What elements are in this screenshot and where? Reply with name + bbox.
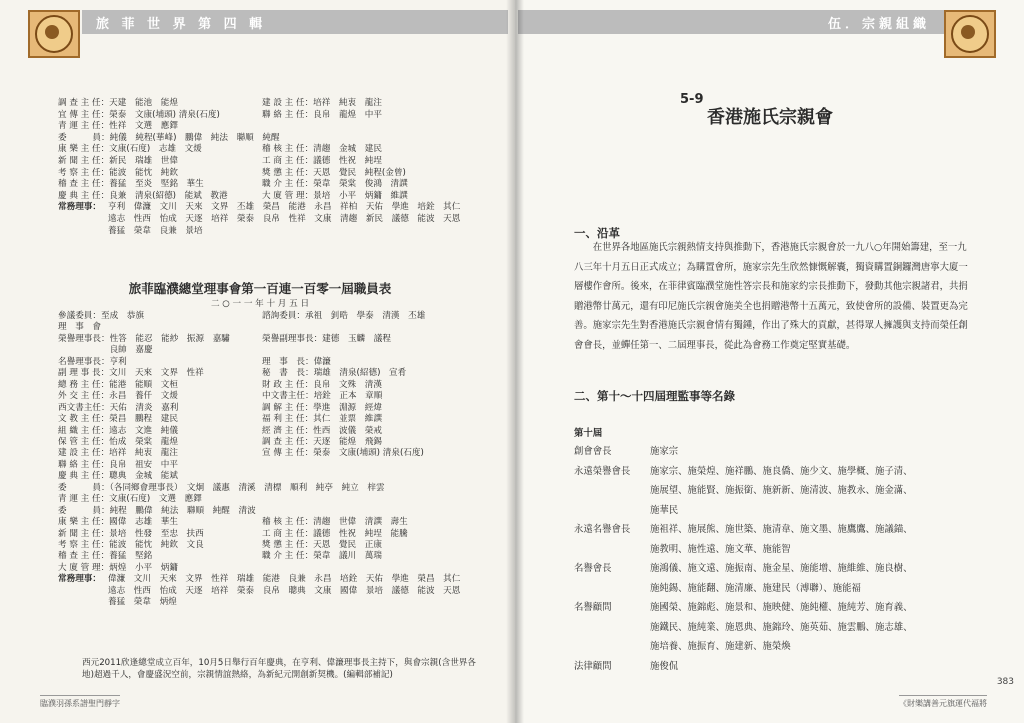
officer-line-right: 獎 懲 主 任：天恩 覺民 純程(金曾) [262, 167, 406, 178]
officer-line-right: 理 事 長：偉濂 [262, 356, 331, 367]
officer-line-left: 委 員：純儀 純程(華峰) 鵬偉 純法 聯順 純醒 [58, 132, 280, 143]
roster-role: 名譽會長 [574, 563, 612, 574]
officer-line-left: 組 織 主 任：遠志 文進 純儀 [58, 425, 178, 436]
officer-line-right: 調 查 主 任：天逐 能煌 飛錫 [262, 436, 382, 447]
officer-line-left: 參議委員：至成 恭旗 [58, 311, 144, 321]
roster-names: 施教明、施性遠、施文華、施能智 [650, 543, 791, 555]
page-number: 383 [996, 677, 1014, 687]
standing-committee-line: 養猛 榮韋 良兼 景培 [108, 225, 203, 236]
roster-names: 施國榮、施錦彪、施景和、施映健、施純權、施純芳、施育義、 [650, 602, 913, 613]
roster-row [574, 442, 678, 462]
officer-line-right: 調 解 主 任：學進 淵源 經煒 [262, 402, 382, 413]
officer-line-left: 宜 傳 主 任：榮泰 文康(埔頭) 清泉(石度) [58, 109, 220, 120]
table-date: 二 ○ 一 一 年 十 月 五 日 [210, 299, 310, 309]
officer-line-left: 新 聞 主 任：新民 瑞雄 世偉 [58, 156, 178, 166]
standing-committee-line: 遠志 性西 怡成 天逐 培祥 榮泰 良帛 聰典 文康 國偉 景培 議德 能波 天恩 [108, 585, 461, 596]
officer-line-right: 榮譽副理事長：建德 玉麟 議程 [262, 333, 391, 344]
right-header-text: 伍．宗親組織 [827, 17, 930, 32]
roster-role: 名譽顧問 [574, 602, 612, 613]
standing-committee-line: 偉濂 文川 天來 文界 性祥 瑞雄 能港 良兼 永昌 培銓 天佑 學進 榮昌 其仁 [108, 574, 461, 585]
officer-line-left: 稽 查 主 任：養猛 至炎 堅銘 華生 [58, 179, 204, 190]
roster-role: 永遠榮譽會長 [574, 465, 631, 477]
heading-history: 一、沿革 [574, 226, 620, 240]
section-number: 5-9 [680, 92, 704, 107]
officer-line-left: 榮譽理事長：性答 能忍 能紗 振源 嘉驌 [58, 333, 230, 344]
officer-line-left: 康 樂 主 任：文康(石度) 志雄 文煖 [58, 144, 202, 155]
roster-names: 施家宗、施榮煌、施祥鵬、施良僑、施少文、施學概、施子清、 [650, 465, 913, 477]
roster-names: 施培養、施振育、施建新、施榮煥 [650, 641, 791, 652]
standing-committee-line: 亨利 偉濂 文川 天來 文界 丕雄 榮昌 能港 永昌 祥柏 天佑 學進 培銓 其仁 [108, 202, 461, 213]
officer-line-left: 名譽理事長：亨利 [58, 356, 127, 367]
officer-line-right: 建 設 主 任：培祥 純衷 龍注 [262, 98, 382, 108]
roster-row [574, 501, 678, 521]
roster-names: 施俊侃 [650, 660, 679, 672]
history-paragraph: 在世界各地區施氏宗親熱情支持與推動下，香港施氏宗親會於一九八○年開始籌建，至一九八三年十月五日正式成立；為購置會所，施家宗先生欣然慷慨解囊，獨資購置銅鑼灣唐寧大廈一層樓作會所。後來，在菲律賓臨濮堂施性答宗長和施家約宗長推動下，發動其他宗親諸君，共捐贈港幣廿萬元，還有印尼施氏宗親會施美全也捐贈港幣十五萬元，致使會所的設備、裝置更為完善。施家宗先生對香港施氏宗親會情有獨鍾，作出了殊大的貢獻，甚得眾人擁護與支持而榮任創會會長，並蟬任第一、二屆理事長，從此為會務工作奠定堅實基礎。 [574, 242, 968, 351]
officer-line-left: 新 聞 主 任：景培 性發 至忠 扶西 [58, 528, 204, 539]
officer-line-right: 宣 傳 主 任：榮泰 文康(埔頭) 清泉(石度) [262, 448, 424, 459]
officer-line-right: 職 介 主 任：榮韋 議川 萬瑞 [262, 551, 382, 562]
roster-row [574, 598, 913, 618]
section-title: 香港施氏宗親會 [707, 107, 833, 128]
right-page [514, 0, 1024, 723]
officer-line-right: 工 商 主 任：議德 性祝 純埕 能騰 [262, 528, 408, 539]
roster-names: 施純錫、施能翻、施清廉、施建民（溥聯）、施能福 [650, 582, 861, 594]
officer-line-right: 獎 懲 主 任：天恩 覺民 正康 [262, 540, 382, 550]
roster-row [574, 579, 861, 599]
officer-line-left: 慶 典 主 任：良兼 清泉(紹德) 能斌 教港 [58, 190, 228, 201]
standing-committee-label: 常務理事： [58, 574, 101, 585]
editor-note: 西元2011欣逢總堂成立百年，10月5日舉行百年慶典，在亨利、偉濂理事長主持下，與會宗親(含世界各地)超過千人，會慶盛況空前，宗親情誼熱絡，為新紀元開創新契機。(編輯部補記) [82, 658, 476, 680]
officer-line-right: 稽 核 主 任：清趨 世偉 清譔 壽生 [262, 517, 408, 528]
left-footer: 臨濮羽孫系譜聖門靜字 [40, 695, 120, 709]
right-footer: 《財樂講善元旗運代福將 [899, 695, 987, 709]
officer-line-left: 康 樂 主 任：國偉 志雄 華生 [58, 517, 178, 528]
roster-names: 施祖祥、施展熊、施世築、施清韋、施文墨、施鷹鷹、施議錨、 [650, 524, 913, 535]
term-heading: 第十屆 [574, 428, 603, 439]
officer-line-right: 經 濟 主 任：性西 波儀 榮戒 [262, 425, 382, 436]
clan-emblem [28, 10, 80, 58]
roster-names: 施華民 [650, 504, 679, 516]
officer-line-left: 外 交 主 任：永昌 養仟 文煖 [58, 391, 178, 402]
officer-line-right: 工 商 主 任：議德 性祝 純埕 [262, 156, 382, 166]
officer-line-right: 稽 核 主 任：清趨 金城 建民 [262, 144, 382, 155]
roster-role: 創會會長 [574, 446, 612, 457]
roster-role: 法律顧問 [574, 660, 612, 672]
officer-line-right: 秘 書 長：瑞雄 清泉(紹德) 宣肴 [262, 368, 407, 379]
officer-line-right: 職 介 主 任：榮韋 榮棠 俊鴻 清譔 [262, 179, 408, 190]
roster-row [574, 540, 791, 560]
standing-committee-label: 常務理事： [58, 202, 101, 213]
officer-line-left: 良帥 嘉慶 [58, 345, 153, 356]
left-header-bar [82, 10, 508, 34]
clan-emblem-right [944, 10, 996, 58]
officer-line-right: 中文書主任：培銓 正本 章順 [262, 391, 383, 402]
officer-line-left: 理 事 會 [58, 322, 101, 333]
roster-row [574, 462, 913, 482]
roster-names: 施鐵民、施純業、施恩典、施錦玲、施英茹、施雲鵬、施志雄、 [650, 621, 913, 633]
officer-line-right: 財 政 主 任：良帛 文殊 清漢 [262, 379, 382, 390]
heading-roster: 二、第十～十四屆理監事等名錄 [574, 389, 735, 403]
roster-names: 施鴻儀、施文遠、施振南、施金星、施能增、施維維、施良樹、 [650, 563, 913, 574]
officer-line-left: 考 察 主 任：能波 能忱 純欽 文良 [58, 540, 204, 550]
officer-line-right: 諮詢委員：承祖 釗晧 學泰 清漢 丕雄 [262, 311, 426, 321]
officer-line-right: 福 利 主 任：其仁 並票 維譔 [262, 414, 382, 425]
left-header-text: 旅 菲 世 界 第 四 輯 [96, 17, 267, 32]
officer-line-left: 慶 典 主 任：聰典 金城 能斌 [58, 471, 178, 482]
officer-line-left: 稽 查 主 任：養猛 堅銘 [58, 551, 153, 562]
officer-line-right: 聯 絡 主 任：良帛 龍煌 中平 [262, 109, 382, 120]
officer-line-left: 總 務 主 任：能港 能順 文桓 [58, 379, 178, 390]
officer-line-left: 大 廈 管 理：炳煌 小平 炳鏞 [58, 562, 178, 573]
right-header-bar [518, 10, 944, 34]
officer-line-left: 副 理 事 長：文川 天來 文界 性祥 [58, 368, 204, 379]
officer-line-left: 委 員：（各同鄉會理事長） 文炯 議惠 清溪 清標 順利 純亭 純立 梓雲 [58, 482, 385, 493]
officer-line-left: 青 運 主 任：文康(石度) 文選 應鐸 [58, 494, 202, 505]
roster-row [574, 637, 791, 657]
officer-line-left: 委 員：純程 鵬偉 純法 聯順 純醒 清波 [58, 505, 256, 516]
officer-line-left: 聯 絡 主 任：良帛 祖安 中平 [58, 459, 178, 470]
officer-line-left: 建 設 主 任：培祥 純衷 龍注 [58, 448, 178, 459]
officer-line-left: 保 管 主 任：怡成 榮棠 龍煌 [58, 436, 178, 447]
roster-names: 施家宗 [650, 446, 679, 457]
officer-line-left: 考 察 主 任：能波 能忱 純欽 [58, 167, 178, 178]
roster-names: 施展望、施能賢、施振銜、施新新、施清波、施教永、施金滿、 [650, 485, 913, 496]
roster-row [574, 520, 913, 540]
officer-line-left: 青 運 主 任：性祥 文選 應鐸 [58, 121, 178, 132]
standing-committee-line: 養猛 榮韋 炳煌 [108, 597, 177, 608]
roster-row [574, 618, 913, 638]
officer-line-right: 大 廈 管 理：景培 小平 炳鏞 維譔 [262, 190, 408, 201]
roster-row [574, 657, 678, 677]
table-title: 旅菲臨濮總堂理事會第一百連一百零一屆職員表 [128, 281, 392, 296]
roster-row [574, 481, 913, 501]
standing-committee-line: 遠志 性西 怡成 天逐 培祥 榮泰 良帛 性祥 文康 清趨 新民 議德 能波 天恩 [108, 214, 461, 224]
officer-line-left: 文 教 主 任：榮昌 鵬程 建民 [58, 414, 178, 425]
roster-row [574, 559, 913, 579]
officer-line-left: 調 查 主 任：天建 能池 能煌 [58, 98, 178, 108]
officer-line-left: 西文書主任：天佑 清炎 嘉利 [58, 402, 179, 413]
roster-role: 永遠名譽會長 [574, 524, 631, 535]
